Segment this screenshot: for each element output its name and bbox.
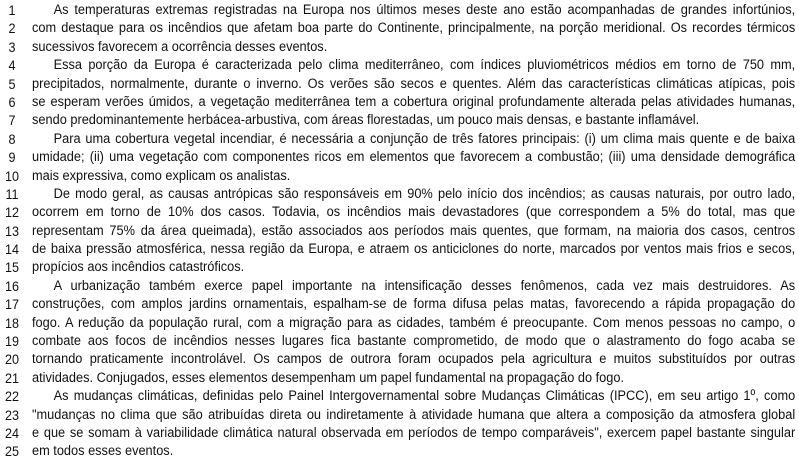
- line-text: de baixa pressão atmosférica, nessa região da Europa, e atraem os anticiclones do norte, marcados por ventos mais frios e secos,: [32, 241, 796, 258]
- text-line: [0, 203, 799, 221]
- text-line: [0, 167, 799, 185]
- line-text-wrapper: [32, 332, 795, 350]
- line-number: 10: [4, 167, 20, 184]
- line-number: 24: [4, 424, 20, 441]
- line-text-wrapper: [32, 222, 795, 240]
- line-number: 15: [4, 259, 20, 276]
- text-line: [0, 350, 799, 368]
- line-text-wrapper: [32, 167, 795, 185]
- line-text-wrapper: [32, 148, 795, 166]
- line-number: 17: [4, 296, 20, 313]
- text-line: [0, 240, 799, 258]
- paragraph-first-line: De modo geral, as causas antrópicas são responsáveis em 90% pelo início dos incêndios; as causas naturais, por outro lado,: [53, 185, 796, 202]
- text-line: [0, 424, 799, 442]
- line-text: tornando praticamente incontrolável. Os campos de outrora foram ocupados pela agricultura e muitos substituídos por outras: [32, 351, 796, 368]
- text-line: [0, 295, 799, 313]
- line-number: 13: [4, 222, 20, 239]
- line-text-wrapper: [32, 314, 795, 332]
- text-line: [0, 332, 799, 350]
- line-text: mais expressiva, como explicam os analistas.: [32, 167, 291, 184]
- paragraph-first-line: As temperaturas extremas registradas na Europa nos últimos meses deste ano estão acompanhadas de grandes infortúnios,: [53, 2, 796, 18]
- text-line: [0, 314, 799, 332]
- line-number: 20: [4, 351, 20, 368]
- line-text-wrapper: [32, 75, 795, 93]
- line-number: 21: [4, 369, 20, 386]
- line-number: 18: [4, 314, 20, 331]
- line-text: combate aos focos de incêndios nesses lugares fica bastante comprometido, de modo que o alastramento do fogo acaba se: [32, 333, 796, 350]
- line-text: propícios aos incêndios catastróficos.: [32, 259, 245, 276]
- line-text: "mudanças no clima que são atribuídas direta ou indiretamente à atividade humana que altera a composição da atmosfera global: [32, 406, 796, 423]
- line-number: 6: [8, 93, 16, 110]
- paragraph-first-line: A urbanização também exerce papel importante na intensificação desses fenômenos, cada vez mais destruidores. As: [53, 277, 796, 294]
- line-number: 16: [4, 277, 20, 294]
- line-text-wrapper: [32, 38, 795, 56]
- text-line: [0, 387, 799, 405]
- text-line: [0, 93, 799, 111]
- line-number: 11: [5, 185, 19, 202]
- line-text: umidade; (ii) uma vegetação com componentes ricos em elementos que favorecem a combustão; (iii) uma densidade demográfica: [32, 149, 796, 166]
- line-number: 23: [4, 406, 20, 423]
- line-text: se esperam verões úmidos, a vegetação mediterrânea tem a cobertura original profundamente alterada pelas atividades humanas,: [32, 93, 796, 110]
- line-number: 22: [4, 388, 20, 405]
- line-text-wrapper: [32, 56, 795, 74]
- text-line: [0, 406, 799, 424]
- text-line: [0, 222, 799, 240]
- line-text-wrapper: [32, 350, 795, 368]
- line-number: 7: [8, 112, 16, 129]
- paragraph-first-line: As mudanças climáticas, definidas pelo Painel Intergovernamental sobre Mudanças Climáticas (IPCC), em seu artigo 1º, como: [53, 388, 796, 405]
- paragraph-first-line: Essa porção da Europa é caracterizada pelo clima mediterrâneo, com índices pluviométricos médios em torno de 750 mm,: [53, 57, 796, 74]
- line-number: 2: [8, 20, 16, 37]
- line-text: precipitados, normalmente, durante o inverno. Os verões são secos e quentes. Além das características climáticas atípicas, pois: [32, 75, 796, 92]
- line-text-wrapper: [32, 277, 795, 295]
- line-number: 8: [8, 130, 16, 147]
- text-line: [0, 277, 799, 295]
- line-text-wrapper: [32, 111, 795, 129]
- line-number: 3: [8, 38, 16, 55]
- text-line: [0, 148, 799, 166]
- line-text-wrapper: [32, 185, 795, 203]
- text-line: [0, 369, 799, 387]
- line-number: 4: [8, 57, 16, 74]
- line-text-wrapper: [32, 424, 795, 442]
- line-text: em todos esses eventos.: [32, 443, 174, 460]
- line-text: ocorrem em torno de 10% dos casos. Todavia, os incêndios mais devastadores (que correspondem a 5% do total, mas que: [32, 204, 796, 221]
- line-number: 1: [8, 2, 16, 18]
- line-text-wrapper: [32, 130, 795, 148]
- line-text: atividades. Conjugados, esses elementos desempenham um papel fundamental na propagação do fogo.: [32, 369, 625, 386]
- text-line: [0, 442, 799, 460]
- line-text: sucessivos favorecem a ocorrência desses eventos.: [32, 38, 328, 55]
- line-number: 5: [8, 75, 16, 92]
- line-number: 25: [4, 443, 20, 460]
- line-text-wrapper: [32, 93, 795, 111]
- paragraph-first-line: Para uma cobertura vegetal incendiar, é necessária a conjunção de três fatores principais: (i) um clima mais quente e de baixa: [53, 130, 796, 147]
- line-text: fogo. A redução da população rural, com a migração para as cidades, também é preocupante. Com menos pessoas no campo, o: [32, 314, 796, 331]
- line-text: representam 75% da área queimada), estão associados aos períodos mais quentes, que formam, na maioria dos casos, centros: [32, 222, 796, 239]
- text-line: [0, 1, 799, 19]
- line-text-wrapper: [32, 387, 795, 405]
- text-line: [0, 111, 799, 129]
- line-text-wrapper: [32, 258, 795, 276]
- numbered-text-document: [0, 1, 799, 461]
- text-line: [0, 130, 799, 148]
- line-text-wrapper: [32, 442, 795, 460]
- line-text: com destaque para os incêndios que afetam boa parte do Continente, principalmente, na porção meridional. Os recordes térmicos: [32, 20, 796, 37]
- line-number: 19: [4, 333, 20, 350]
- text-line: [0, 19, 799, 37]
- line-text-wrapper: [32, 203, 795, 221]
- line-text-wrapper: [32, 295, 795, 313]
- line-number: 9: [8, 149, 16, 166]
- line-text-wrapper: [32, 19, 795, 37]
- line-number: 14: [4, 241, 20, 258]
- line-number: 12: [4, 204, 20, 221]
- text-line: [0, 75, 799, 93]
- line-text: construções, com amplos jardins ornamentais, espalham-se de forma difusa pelas matas, favorecendo a rápida propagação do: [32, 296, 796, 313]
- text-line: [0, 185, 799, 203]
- text-line: [0, 258, 799, 276]
- line-text-wrapper: [32, 1, 795, 19]
- text-line: [0, 56, 799, 74]
- line-text-wrapper: [32, 369, 795, 387]
- line-text: sendo predominantemente herbácea-arbustiva, com áreas florestadas, um pouco mais densas, e bastante inflamável.: [32, 112, 700, 129]
- line-text: e que se somam à variabilidade climática natural observada em períodos de tempo comparáveis", exercem papel bastante singular: [32, 424, 796, 441]
- text-line: [0, 38, 799, 56]
- line-text-wrapper: [32, 240, 795, 258]
- line-text-wrapper: [32, 406, 795, 424]
